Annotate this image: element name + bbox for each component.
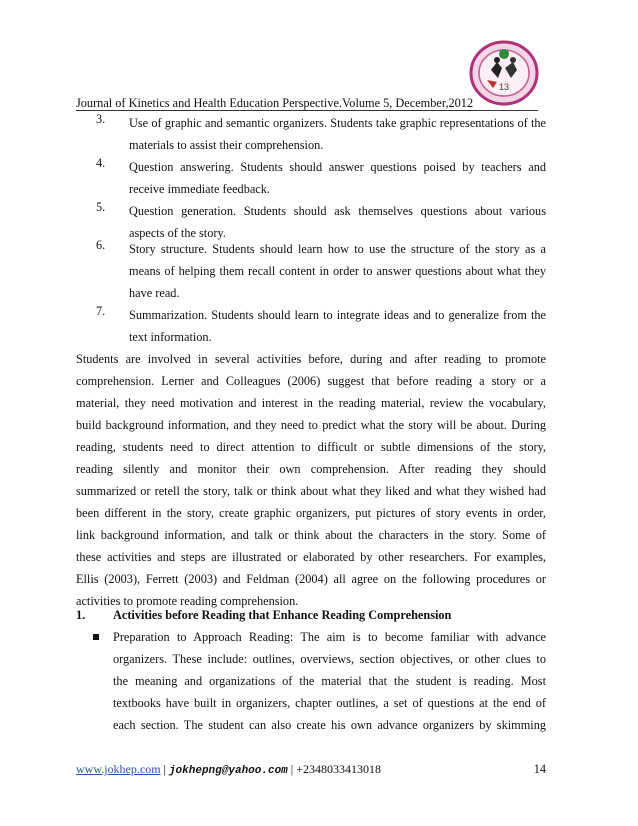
bullet-item-text — [113, 626, 546, 736]
page-footer — [76, 762, 546, 778]
page-number: 14 — [533, 762, 546, 776]
paragraph-line: these activities and steps are illustrated or elaborated by other researchers. For examples, — [76, 550, 546, 564]
footer-separator: | — [160, 762, 169, 776]
list-item-text: Use of graphic and semantic organizers. Students take graphic representations of the materials to assist their comprehension. — [129, 116, 546, 152]
bullet-line: organizers. These include: outlines, overviews, section objectives, or other clues to — [113, 652, 546, 666]
square-bullet-icon — [92, 630, 102, 640]
bullet-line: each section. The student can also create his own advance organizers by skimming — [113, 718, 546, 732]
list-item — [76, 112, 546, 156]
bullet-line: textbooks have built in organizers, chapter outlines, a set of questions at the end of — [113, 696, 546, 710]
email-link[interactable]: jokhepng@yahoo.com — [168, 765, 288, 777]
phone-number: +2348033413018 — [296, 762, 381, 776]
list-item-number: 3. — [96, 112, 106, 126]
paragraph-line: activities to promote reading comprehension. — [76, 594, 299, 608]
list-item-number: 4. — [96, 156, 106, 170]
bullet-line: the meaning and organizations of the material that the student is reading. Most — [113, 674, 546, 688]
body-paragraph — [76, 348, 546, 612]
list-item-number: 7. — [96, 304, 106, 318]
list-item-number: 5. — [96, 200, 106, 214]
paragraph-line: Ellis (2003), Ferrett (2003) and Feldman (2004) all agree on the following procedures or — [76, 572, 546, 586]
paragraph-line: Students are involved in several activities before, during and after reading to promote — [76, 352, 546, 366]
section-number: 1. — [76, 608, 86, 622]
paragraph-line: material, they need motivation and interest in the reading material, review the vocabulary, — [76, 396, 546, 410]
list-item — [76, 238, 546, 304]
paragraph-line: comprehension. Lerner and Colleagues (2006) suggest that before reading a story or a — [76, 374, 546, 388]
list-item-number: 6. — [96, 238, 106, 252]
footer-separator: | — [287, 762, 297, 776]
paragraph-line: been different in the story, create graphic organizers, put pictures of story events in order, — [76, 506, 546, 520]
list-item-text: Story structure. Students should learn how to use the structure of the story as a means of helping them recall content in order to answer questions about what they have read. — [129, 242, 546, 300]
paragraph-line: summarized or retell the story, talk or think about what they liked and what they wished had — [76, 484, 546, 498]
list-item-text: Question answering. Students should answer questions poised by teachers and receive immediate feedback. — [129, 160, 546, 196]
list-item — [76, 156, 546, 200]
journal-header: Journal of Kinetics and Health Education Perspective.Volume 5, December,2012 — [76, 96, 538, 111]
paragraph-line: reading silently and monitor their own comprehension. After reading they should — [76, 462, 546, 476]
paragraph-line: reading, students need to direct attention to difficult or subtle dimensions of the story, — [76, 440, 546, 454]
section-title: Activities before Reading that Enhance Reading Comprehension — [113, 608, 452, 622]
paragraph-line: link background information, and talk or think about the characters in the story. Some of — [76, 528, 546, 542]
list-item — [76, 304, 546, 348]
logo-text: 13 — [498, 82, 510, 92]
list-item-text: Question generation. Students should ask themselves questions about various aspects of the story. — [129, 204, 546, 240]
bullet-line: Preparation to Approach Reading: The aim is to become familiar with advance — [113, 630, 546, 644]
website-link[interactable]: www.jokhep.com — [76, 762, 161, 776]
paragraph-line: build background information, and they need to predict what the story will be about. During — [76, 418, 546, 432]
list-item-text: Summarization. Students should learn to integrate ideas and to generalize from the text information. — [129, 308, 546, 344]
